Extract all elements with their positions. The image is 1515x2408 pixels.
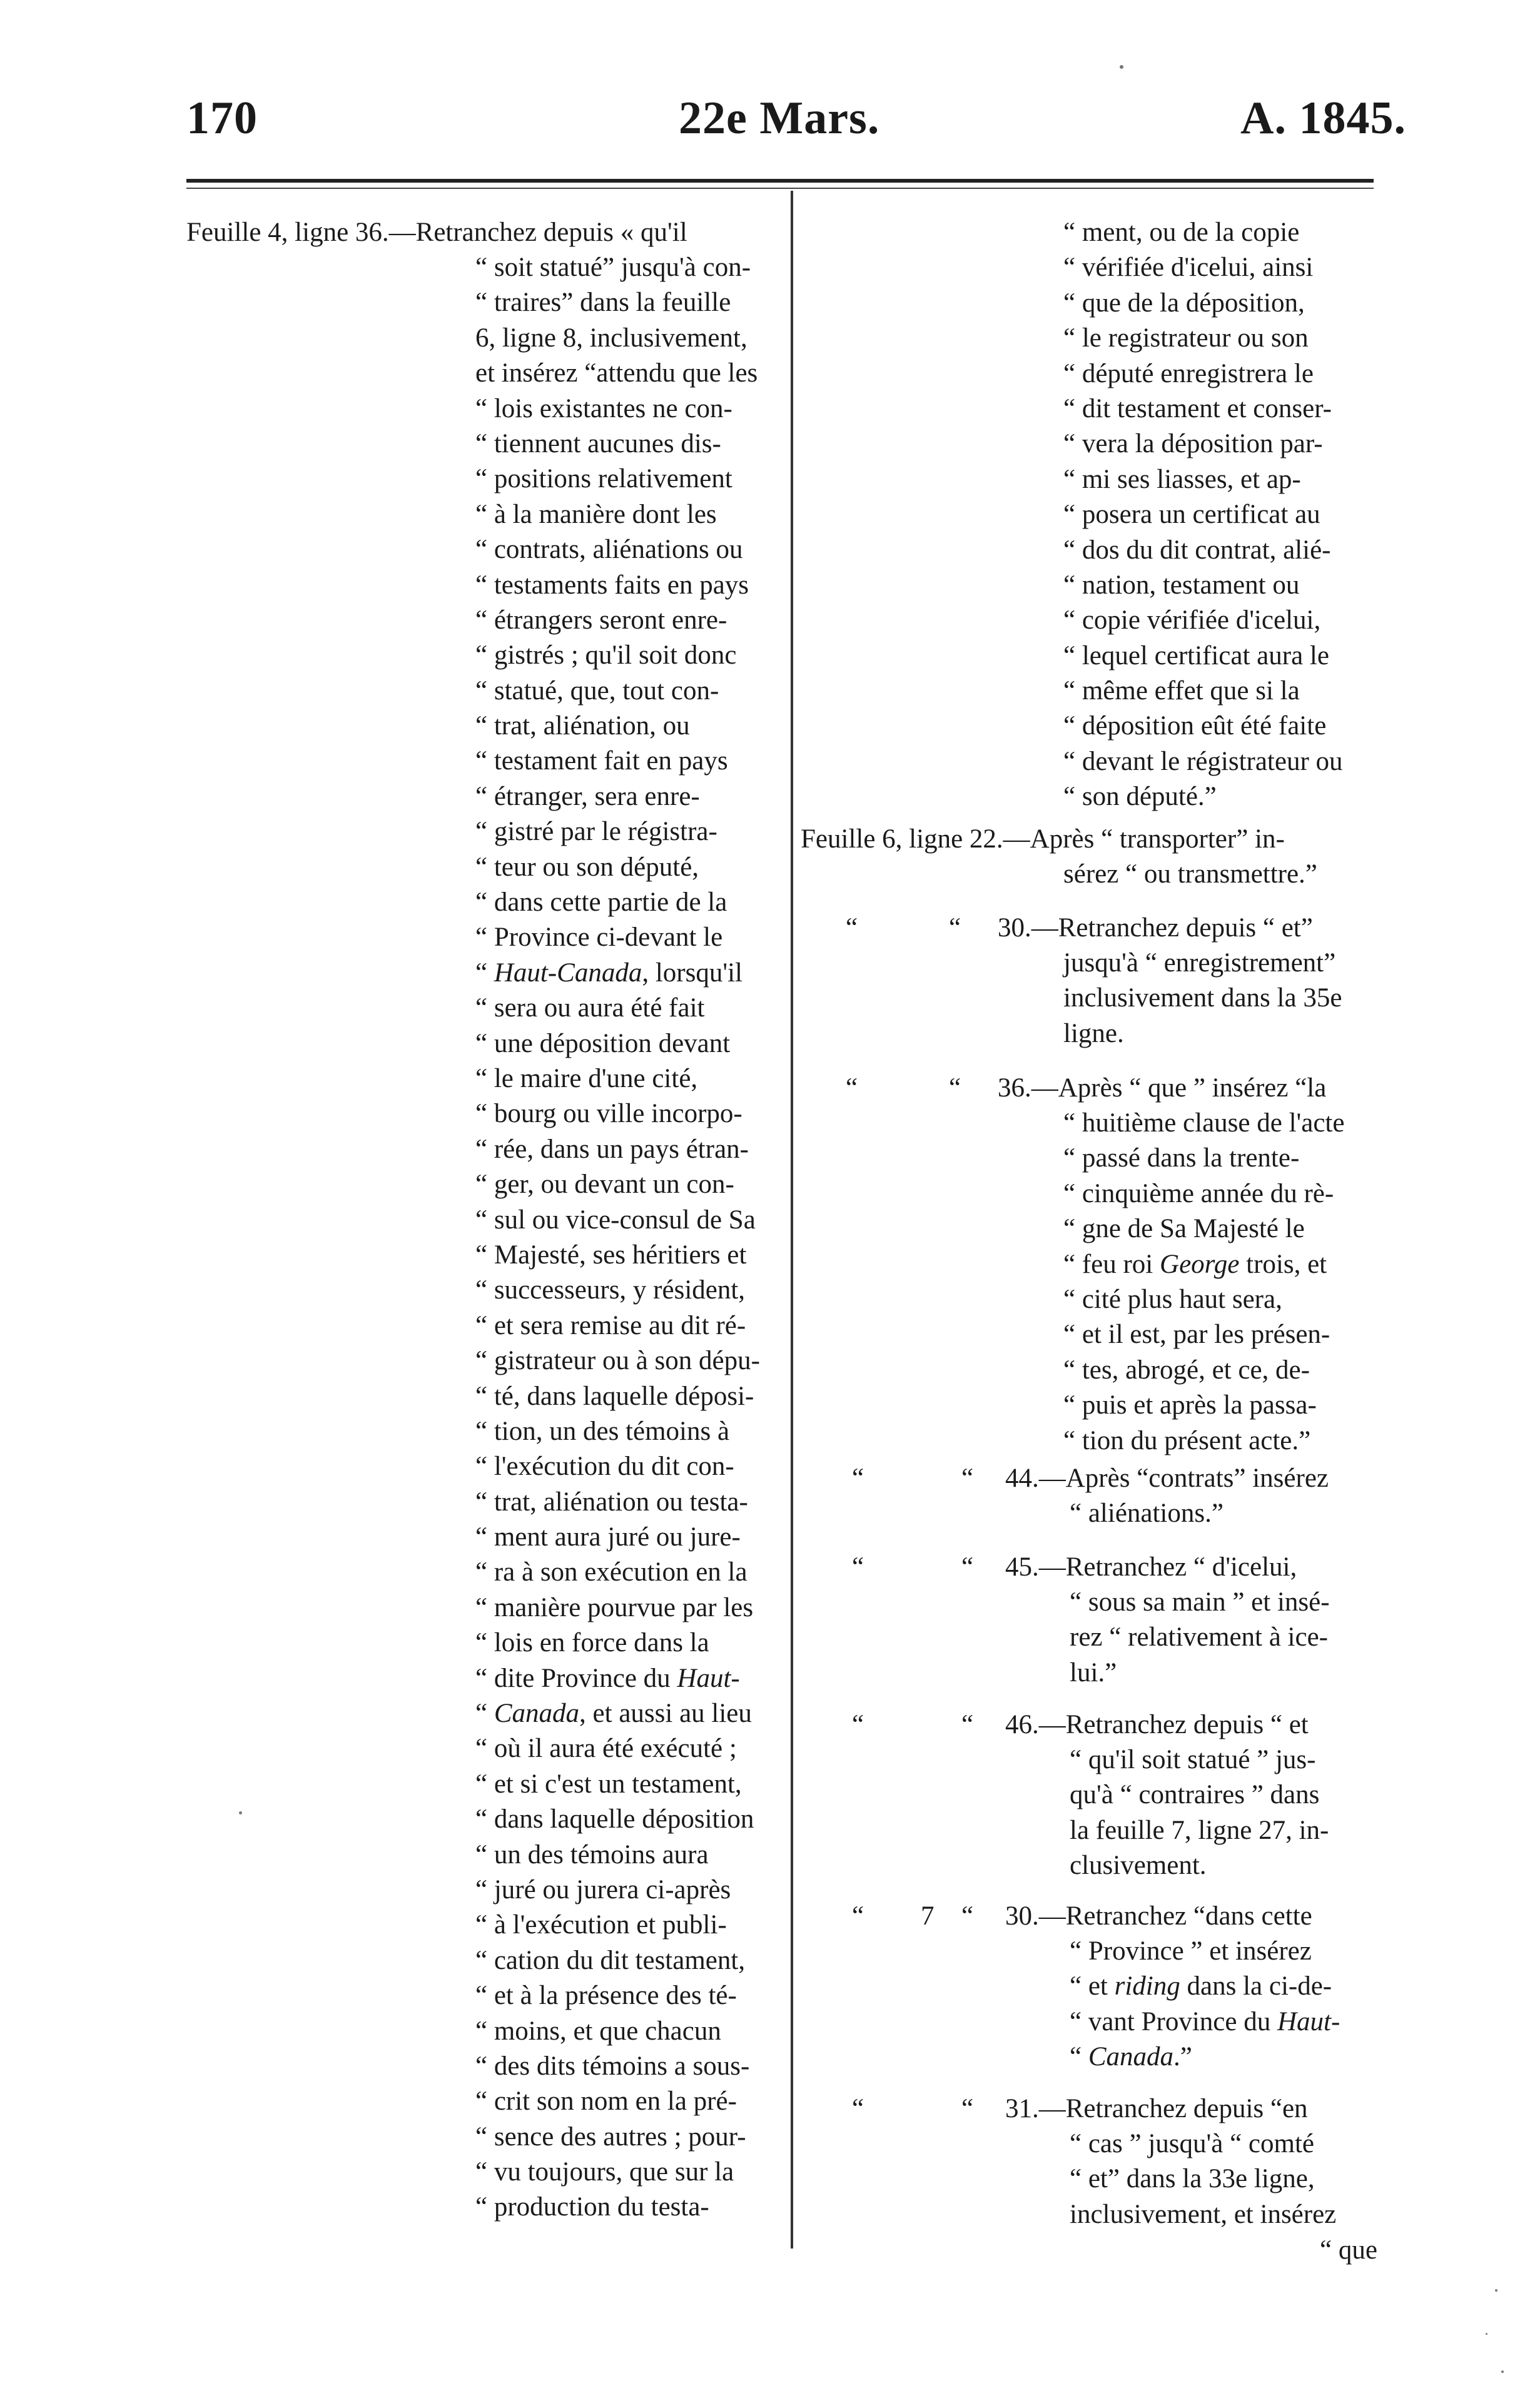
text-line: “ juré ou jurera ci-après [475, 1874, 731, 1905]
text-line: “ tiennent aucunes dis- [475, 428, 721, 458]
left-entry-lead: Feuille 4, ligne 36.—Retranchez depuis « qu'il [186, 218, 687, 247]
text-line: “ crit son nom en la pré- [475, 2087, 737, 2117]
text-line: “ Canada, et aussi au lieu [475, 1699, 752, 1729]
entry-l46-lead: 46.—Retranchez depuis “ et [1005, 1710, 1309, 1739]
text-line: “ bourg ou ville incorpo- [475, 1099, 742, 1129]
ditto-mark: “ [949, 913, 961, 943]
text-line: “ un des témoins aura [475, 1839, 709, 1869]
entry-l36-lead: 36.—Après “ que ” insérez “la [998, 1073, 1327, 1103]
text-line: “ ment aura juré ou jure- [475, 1522, 741, 1552]
ditto-mark: “ [961, 1552, 974, 1582]
text-line: “ huitième clause de l'acte [1063, 1108, 1345, 1138]
text-line: “ étranger, sera enre- [475, 781, 700, 811]
ditto-mark: “ [961, 2094, 974, 2123]
text-line: “ soit statué” jusqu'à con- [475, 253, 751, 282]
text-line: “ à la manière dont les [475, 499, 717, 529]
text-line: “ et riding dans la ci-de- [1070, 1971, 1332, 2001]
catchword: “ que [1320, 2235, 1377, 2265]
text-line: “ ra à son exécution en la [475, 1557, 747, 1587]
paper-speck [1120, 65, 1123, 69]
entry-l45-text: “ sous sa main ” et insé- rez “ relativement à ice- lui.” [1070, 1587, 1330, 1687]
text-line: “ lequel certificat aura le [1063, 640, 1329, 670]
text-line: et insérez “attendu que les [475, 358, 758, 388]
text-line: “ vant Province du Haut- [1070, 2006, 1340, 2036]
text-line: “ Haut-Canada, lorsqu'il [475, 958, 742, 988]
text-line: “ et sera remise au dit ré- [475, 1310, 746, 1340]
text-line: “ à l'exécution et publi- [475, 1910, 727, 1940]
entry-f7-l30-lead: 30.—Retranchez “dans cette [1005, 1901, 1312, 1931]
entry-l46-text: “ qu'il soit statué ” jus- qu'à “ contraires ” dans la feuille 7, ligne 27, in- clusivement. [1070, 1745, 1329, 1881]
text-line: “ et si c'est un testament, [475, 1769, 742, 1799]
text-line: “ moins, et que chacun [475, 2016, 721, 2046]
text-line: “ trat, aliénation, ou [475, 711, 690, 741]
ditto-mark: “ [852, 1710, 864, 1739]
text-line: “ vera la déposition par- [1063, 429, 1323, 459]
text-line: “ son député.” [1063, 782, 1217, 812]
text-line: “ gistré par le régistra- [475, 817, 717, 847]
text-line: “ lois existantes ne con- [475, 393, 732, 423]
entry-l31-text: “ cas ” jusqu'à “ comté “ et” dans la 33e ligne, inclusivement, et insérez [1070, 2129, 1337, 2229]
text-line: “ sul ou vice-consul de Sa [475, 1205, 756, 1235]
text-line: “ dit testament et conser- [1063, 393, 1332, 423]
header-rule-thin [186, 188, 1374, 189]
text-line: “ ger, ou devant un con- [475, 1170, 734, 1200]
text-line: “ vérifiée d'icelui, ainsi [1063, 253, 1314, 283]
text-line: “ Province ci-devant le [475, 923, 723, 953]
paper-speck [1501, 2370, 1504, 2373]
paper-speck [1486, 2333, 1487, 2335]
ditto-mark: “ [852, 2094, 864, 2123]
text-line: “ dite Province du Haut- [475, 1663, 740, 1693]
text-line: “ dans cette partie de la [475, 888, 727, 918]
text-line: “ sera ou aura été fait [475, 993, 705, 1023]
ditto-mark: “ [852, 1552, 864, 1582]
text-line: “ té, dans laquelle déposi- [475, 1381, 754, 1411]
text-line: “ passé dans la trente- [1063, 1143, 1300, 1173]
text-line: “ dans laquelle déposition [475, 1804, 754, 1834]
ditto-mark: “ [961, 1464, 974, 1493]
sheet-number: 7 [921, 1901, 935, 1931]
text-line: “ sence des autres ; pour- [475, 2122, 746, 2152]
text-line: “ production du testa- [475, 2192, 709, 2222]
text-line: “ feu roi George trois, et [1063, 1249, 1327, 1279]
text-line: “ vu toujours, que sur la [475, 2157, 734, 2187]
text-line: 6, ligne 8, inclusivement, [475, 323, 747, 353]
text-line: “ gne de Sa Majesté le [1063, 1214, 1305, 1244]
text-line: “ gistrateur ou à son dépu- [475, 1346, 760, 1376]
text-line: “ teur ou son député, [475, 852, 699, 882]
text-line: “ lois en force dans la [475, 1628, 709, 1658]
text-line: “ Majesté, ses héritiers et [475, 1240, 747, 1270]
ditto-mark: “ [961, 1710, 974, 1739]
text-line: “ étrangers seront enre- [475, 605, 727, 635]
text-line: “ mi ses liasses, et ap- [1063, 464, 1301, 494]
text-line: “ l'exécution du dit con- [475, 1452, 734, 1482]
text-line: “ nation, testament ou [1063, 570, 1300, 600]
text-line: “ le maire d'une cité, [475, 1063, 698, 1093]
header-rule-thick [186, 179, 1374, 183]
entry-l36-text [1063, 1106, 1387, 1459]
entry-f7-l30-text [1070, 1934, 1387, 2075]
text-line: “ et à la présence des té- [475, 1981, 737, 2011]
text-line: “ ment, ou de la copie [1063, 218, 1300, 247]
text-line: “ testaments faits en pays [475, 570, 749, 600]
text-line: “ tion du présent acte.” [1063, 1425, 1311, 1455]
text-line: “ devant le régistrateur ou [1063, 746, 1343, 776]
text-line: “ des dits témoins a sous- [475, 2051, 750, 2081]
text-line: “ gistrés ; qu'il soit donc [475, 640, 737, 670]
text-line: “ où il aura été exécuté ; [475, 1734, 737, 1764]
entry-l44-line: “ aliénations.” [1070, 1499, 1224, 1528]
text-line: “ traires” dans la feuille [475, 288, 731, 318]
text-line: “ le registrateur ou son [1063, 323, 1309, 353]
text-line: “ tes, abrogé, et ce, de- [1063, 1355, 1310, 1385]
running-year: A. 1845. [1240, 93, 1406, 144]
text-line: “ cinquième année du rè- [1063, 1178, 1334, 1208]
entry-f6-l22-lead: Feuille 6, ligne 22.—Après “ transporter” in- [801, 824, 1285, 854]
ditto-mark: “ [852, 1901, 864, 1931]
text-line: “ posera un certificat au [1063, 500, 1320, 530]
text-line: “ dos du dit contrat, alié- [1063, 535, 1331, 565]
text-line: “ tion, un des témoins à [475, 1416, 730, 1446]
text-line: “ positions relativement [475, 464, 732, 494]
text-line: “ manière pourvue par les [475, 1592, 754, 1622]
paper-speck [1495, 2289, 1497, 2292]
text-line: “ cité plus haut sera, [1063, 1284, 1282, 1314]
left-column-text [475, 250, 782, 2225]
text-line: “ et il est, par les présen- [1063, 1320, 1330, 1350]
text-line: “ rée, dans un pays étran- [475, 1134, 749, 1164]
entry-l31-lead: 31.—Retranchez depuis “en [1005, 2094, 1308, 2123]
ditto-mark: “ [846, 1073, 858, 1103]
text-line: “ successeurs, y résident, [475, 1275, 746, 1305]
column-divider [791, 191, 793, 2249]
ditto-mark: “ [846, 913, 858, 943]
text-line: “ Canada.” [1070, 2042, 1192, 2072]
entry-f6-l22-line: sérez “ ou transmettre.” [1063, 859, 1317, 889]
text-line: “ puis et après la passa- [1063, 1390, 1317, 1420]
text-line: “ contrats, aliénations ou [475, 535, 743, 565]
ditto-mark: “ [961, 1901, 974, 1931]
text-line: “ député enregistrera le [1063, 358, 1314, 388]
text-line: “ Province ” et insérez [1070, 1936, 1312, 1966]
text-line: “ même effet que si la [1063, 676, 1300, 706]
text-line: “ une déposition devant [475, 1028, 731, 1058]
text-line: “ trat, aliénation ou testa- [475, 1487, 748, 1517]
page-number: 170 [186, 93, 258, 144]
right-continuation-text [1063, 215, 1387, 815]
text-line: “ testament fait en pays [475, 746, 728, 776]
text-line: “ statué, que, tout con- [475, 675, 719, 706]
paper-speck [239, 1811, 242, 1814]
text-line: “ que de la déposition, [1063, 288, 1305, 318]
text-line: “ copie vérifiée d'icelui, [1063, 605, 1321, 635]
running-date: 22e Mars. [679, 93, 880, 144]
ditto-mark: “ [852, 1464, 864, 1493]
entry-l45-lead: 45.—Retranchez “ d'icelui, [1005, 1552, 1297, 1582]
text-line: “ déposition eût été faite [1063, 711, 1327, 741]
entry-l30-lead: 30.—Retranchez depuis “ et” [998, 913, 1313, 943]
text-line: “ cation du dit testament, [475, 1945, 746, 1975]
ditto-mark: “ [949, 1073, 961, 1103]
entry-l30-text: jusqu'à “ enregistrement” inclusivement dans la 35e ligne. [1063, 948, 1342, 1048]
entry-l44-lead: 44.—Après “contrats” insérez [1005, 1464, 1329, 1493]
